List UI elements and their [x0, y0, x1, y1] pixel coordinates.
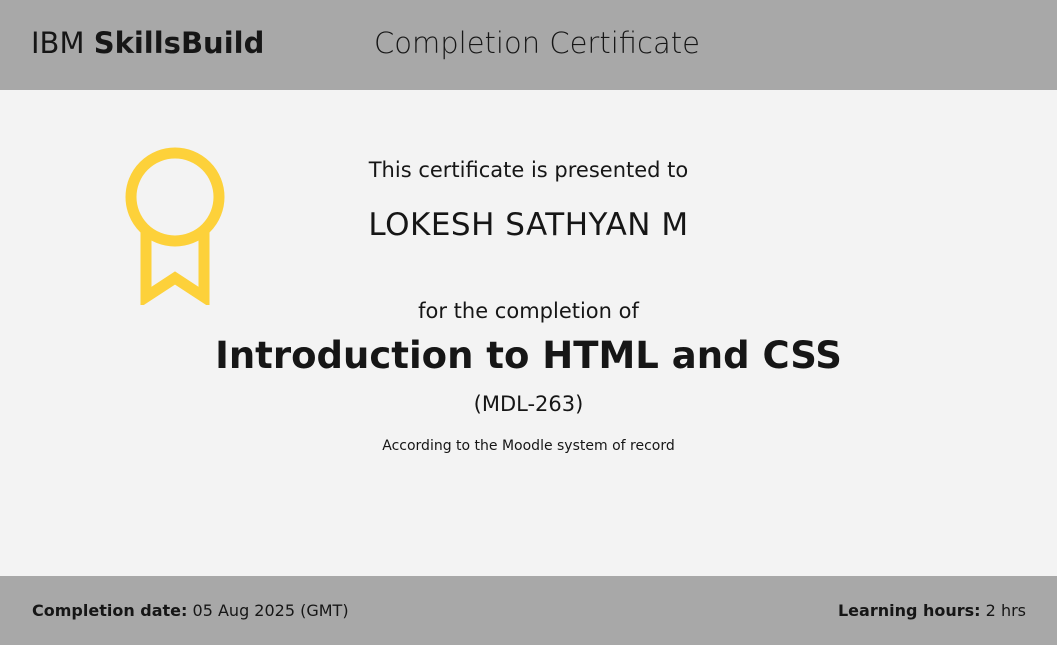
certificate-body	[0, 90, 1057, 576]
page-title: Completion Certificate	[374, 26, 700, 60]
brand-name: SkillsBuild	[93, 26, 265, 60]
learning-hours-label: Learning hours:	[837, 601, 981, 620]
header-bar	[0, 0, 1057, 90]
brand-logo	[31, 25, 264, 61]
completion-date-label: Completion date:	[32, 601, 188, 620]
learning-hours-value: 2 hrs	[985, 601, 1026, 620]
completion-date	[32, 600, 349, 622]
course-code: (MDL-263)	[473, 392, 584, 416]
record-note: According to the Moodle system of record	[382, 438, 675, 454]
brand-prefix: IBM	[31, 26, 85, 60]
recipient-name: LOKESH SATHYAN M	[368, 207, 689, 243]
learning-hours	[838, 600, 1026, 622]
course-title: Introduction to HTML and CSS	[215, 334, 842, 377]
completion-text: for the completion of	[418, 299, 639, 323]
presented-to-text: This certificate is presented to	[368, 158, 689, 182]
footer-bar	[0, 576, 1057, 645]
completion-date-value: 05 Aug 2025 (GMT)	[192, 601, 349, 620]
